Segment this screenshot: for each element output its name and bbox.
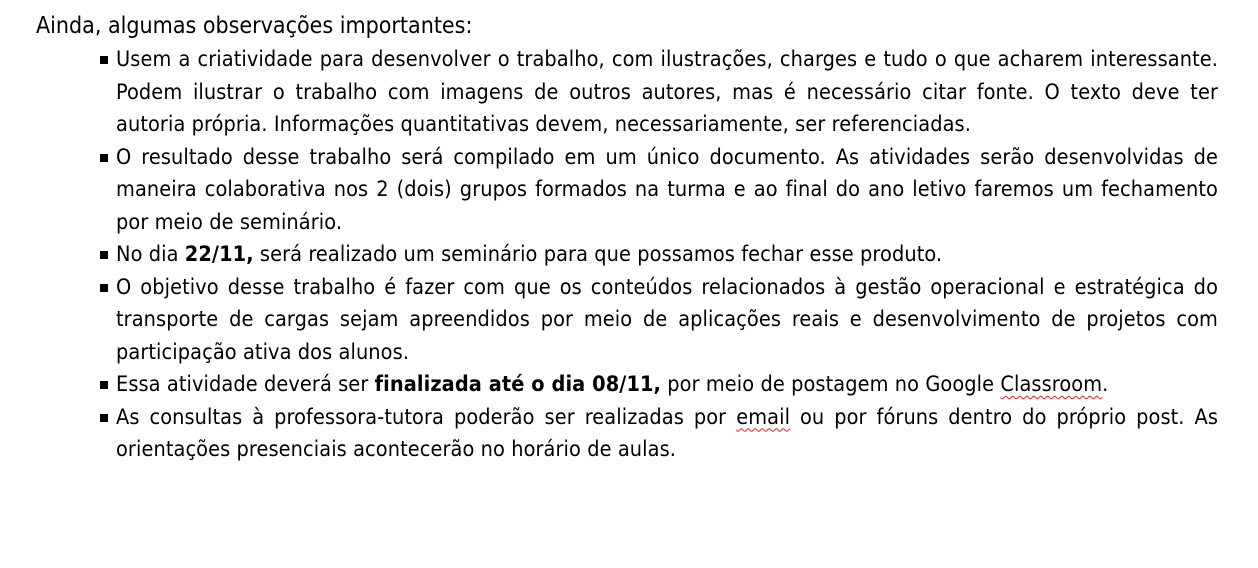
list-item-text: por meio de postagem no Google — [661, 372, 1001, 397]
list-item-text: será realizado um seminário para que possamos fechar esse produto. — [253, 242, 943, 267]
list-item-text: Essa atividade deverá ser — [116, 372, 375, 397]
bold-date: 22/11, — [184, 242, 254, 267]
spellcheck-flagged-word[interactable]: Classroom — [1000, 372, 1103, 397]
spellcheck-flagged-word[interactable]: email — [736, 404, 791, 430]
list-item — [116, 44, 1218, 142]
bullet-square-icon — [100, 154, 108, 162]
list-item-text: As consultas à professora-tutora poderão ser realizadas por — [116, 404, 737, 430]
list-item-text: ou por fóruns dentro do próprio post. As orientações presenciais acontecerão no horário de aulas. — [116, 404, 1219, 462]
list-item — [116, 239, 1218, 272]
bullet-square-icon — [100, 381, 108, 389]
bullet-square-icon — [100, 414, 108, 422]
list-item-text: No dia — [116, 242, 185, 267]
list-item-text: . — [1102, 372, 1109, 397]
bullet-square-icon — [100, 56, 108, 64]
bullet-square-icon — [100, 284, 108, 292]
list-item-text: O objetivo desse trabalho é fazer com que os conteúdos relacionados à gestão operacional e estratégica do transporte de cargas sejam apreendidos por meio de aplicações reais e desenvolvimento de projetos com participação ativa dos alunos. — [116, 274, 1218, 365]
list-item-text: O resultado desse trabalho será compilado em um único documento. As atividades serão desenvolvidas de maneira colaborativa nos 2 (dois) grupos formados na turma e ao final do ano letivo faremos um fechamento por meio de seminário. — [116, 144, 1218, 235]
bold-deadline: finalizada até o dia 08/11, — [374, 372, 662, 397]
list-item — [116, 142, 1218, 240]
list-item — [116, 369, 1218, 402]
intro-paragraph: Ainda, algumas observações importantes: — [36, 13, 473, 39]
list-item-text: Usem a criatividade para desenvolver o trabalho, com ilustrações, charges e tudo o que acharem interessante. Podem ilustrar o trabalho com imagens de outros autores, mas é necessário citar fonte. O texto deve ter autoria própria. Informações quantitativas devem, necessariamente, ser referenciadas. — [116, 47, 1218, 137]
bullet-list — [116, 44, 1218, 467]
bullet-square-icon — [100, 251, 108, 259]
list-item — [116, 402, 1218, 467]
list-item — [116, 272, 1218, 370]
